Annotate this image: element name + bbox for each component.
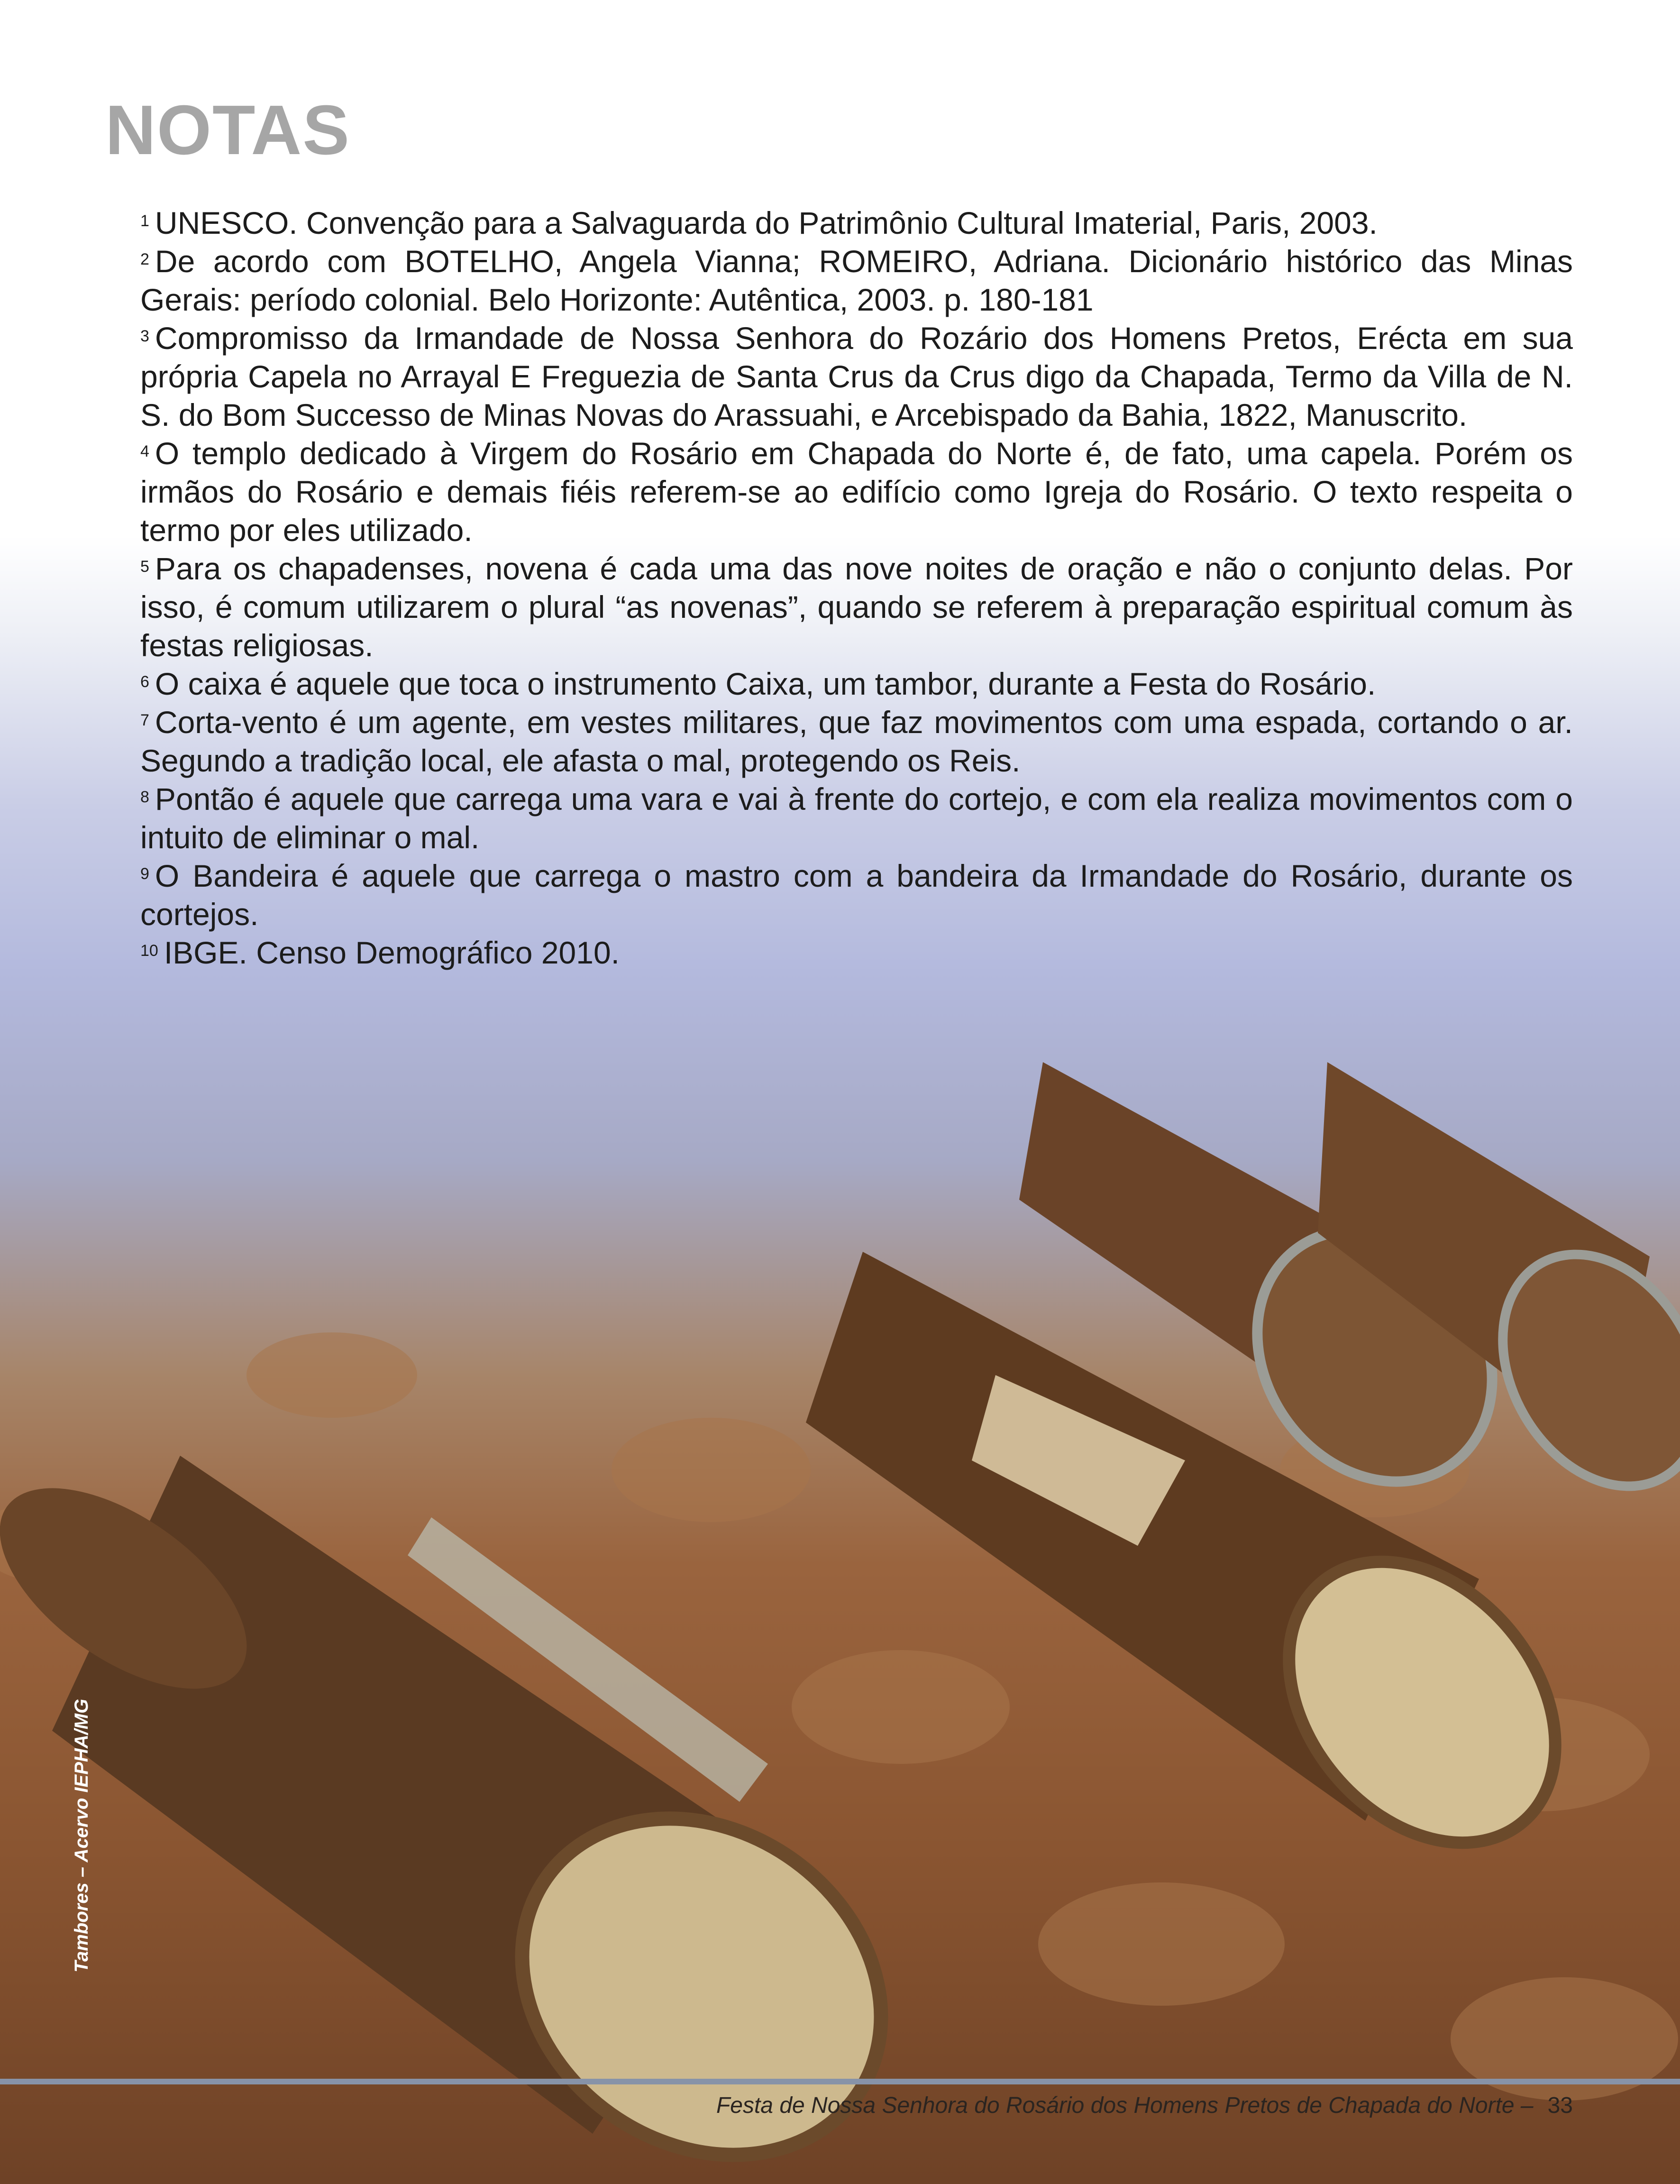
note-item (140, 934, 1573, 972)
note-number: 4 (140, 442, 149, 460)
footer-rule (0, 2079, 1680, 2084)
note-text: Corta-vento é um agente, em vestes militares, que faz movimentos com uma espada, cortando o ar. Segundo a tradição local, ele afasta o mal, protegendo os Reis. (140, 705, 1573, 778)
page-footer (716, 2091, 1573, 2120)
note-number: 5 (140, 558, 149, 576)
note-text: IBGE. Censo Demográfico 2010. (164, 935, 620, 970)
drum-left (0, 1449, 947, 2184)
photo-credit: Tambores – Acervo IEPHA/MG (71, 1698, 92, 1973)
note-item (140, 857, 1573, 934)
drums-photo (0, 1043, 1680, 2184)
note-item (140, 204, 1573, 242)
note-item (140, 434, 1573, 550)
page-number: 33 (1547, 2092, 1573, 2118)
note-number: 2 (140, 250, 149, 268)
note-item (140, 550, 1573, 665)
note-item (140, 780, 1573, 857)
note-text: Pontão é aquele que carrega uma vara e vai à frente do cortejo, e com ela realiza movimentos com o intuito de eliminar o mal. (140, 781, 1573, 855)
note-number: 8 (140, 788, 149, 806)
note-text: De acordo com BOTELHO, Angela Vianna; ROMEIRO, Adriana. Dicionário histórico das Minas Gerais: período colonial. Belo Horizonte: Autêntica, 2003. p. 180-181 (140, 244, 1573, 317)
note-text: Para os chapadenses, novena é cada uma das nove noites de oração e não o conjunto delas. Por isso, é comum utilizarem o plural “as novenas”, quando se referem à preparação espiritual comum às festas religiosas. (140, 551, 1573, 663)
note-text: O Bandeira é aquele que carrega o mastro com a bandeira da Irmandade do Rosário, durante os cortejos. (140, 858, 1573, 932)
note-number: 6 (140, 673, 149, 691)
notes-list (140, 204, 1573, 972)
note-number: 3 (140, 327, 149, 345)
note-item (140, 665, 1573, 703)
note-number: 1 (140, 212, 149, 230)
running-title: Festa de Nossa Senhora do Rosário dos Homens Pretos de Chapada do Norte – (716, 2092, 1534, 2118)
note-text: UNESCO. Convenção para a Salvaguarda do Patrimônio Cultural Imaterial, Paris, 2003. (155, 205, 1378, 240)
note-text: Compromisso da Irmandade de Nossa Senhora do Rozário dos Homens Pretos, Eréсta em sua própria Capela no Arrayal E Freguezia de Santa Crus da Crus digo da Chapada, Termo da Villa de N. S. do Bom Successo de Minas Novas do Arassuahi, e Arcebispado da Bahia, 1822, Manuscrito. (140, 321, 1573, 432)
page-title: NOTAS (105, 91, 351, 169)
note-item (140, 319, 1573, 434)
note-text: O caixa é aquele que toca o instrumento Caixa, um tambor, durante a Festa do Rosário. (155, 666, 1376, 701)
note-item (140, 703, 1573, 780)
note-text: O templo dedicado à Virgem do Rosário em Chapada do Norte é, de fato, uma capela. Porém os irmãos do Rosário e demais fiéis referem-se ao edifício como Igreja do Rosário. O texto respeita o termo por eles utilizado. (140, 436, 1573, 548)
note-number: 10 (140, 942, 158, 960)
note-item (140, 242, 1573, 319)
note-number: 9 (140, 865, 149, 883)
note-number: 7 (140, 711, 149, 729)
